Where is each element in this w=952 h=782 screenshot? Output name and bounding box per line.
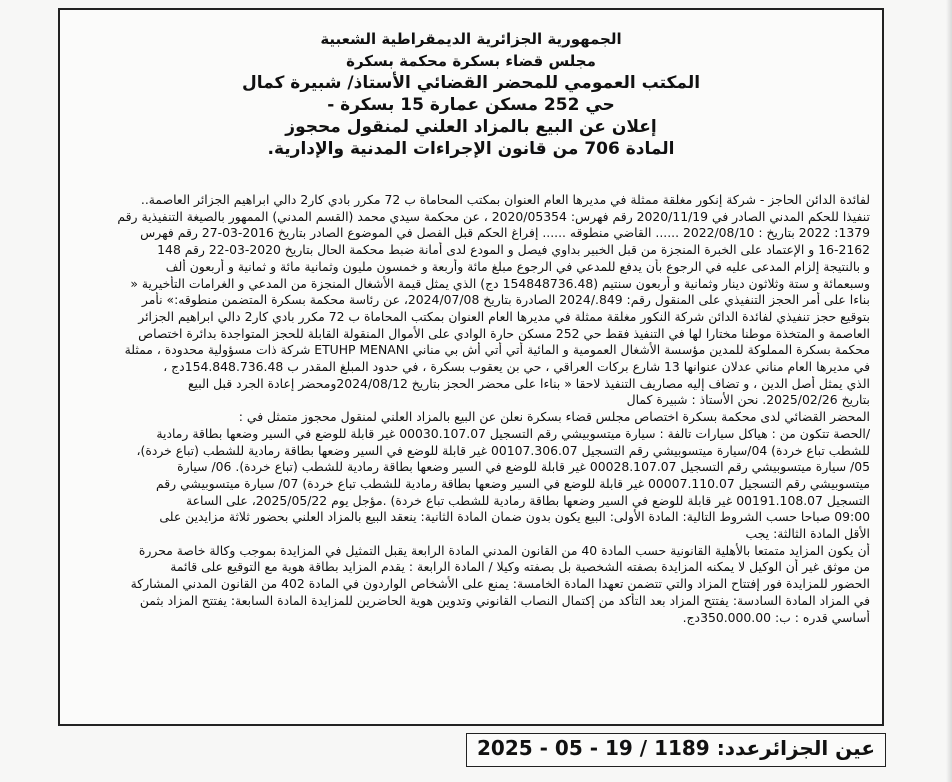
header-line-article: المادة 706 من قانون الإجراءات المدنية والإدارية. [267,139,675,159]
body-line: 1379: 2022 بتاريخ : 2022/08/10 ...... القاضي منطوقه ...... إفراغ الحكم قبل الفصل في الموضوع الصادر بتاريخ 2016-03-27 رقم فهرس [140,225,870,241]
body-line: بتوقيع حجز تنفيذي لفائدة الدائن شركة النكور مغلقة ممثلة في مديرها العام العنوان بمكتب المحاماة ب 72 مكرر بادي كار2 دالي ابراهيم الجزائر [138,308,870,324]
body-line: أساسي قدره : ب: 350.000.00دج. [682,609,870,625]
body-line: لفائدة الدائن الحاجز - شركة إنكور مغلقة ممثلة في مديرها العام العنوان بمكتب المحاماة ب 72 مكرر بادي كار2 دالي ابراهيم الجزائر العاصمة.. [140,192,870,207]
publication-reference: عين الجزائرعدد: 1189 / 19 - 05 - 2025 [466,733,886,767]
scan-edge [946,0,952,782]
body-line: من موثق غير أن الوكيل لا يمكنه المزايدة بصفته الشخصية بل بصفته وكيلا / المادة الرابعة : يقدم المزايد بطاقة هوية مع التوقيع على قائمة [170,559,870,575]
body-line: وسبعمائة و ستة وثلاثون دينار وثمانية و أربعون سنتيم (154848736.48 دج) الذي يمثل قيمة الأشغال المنجزة من المدعي و الغرامات التأخيرية « [130,275,870,291]
auction-notice [58,8,884,726]
body-line: في مديرها العام مناني عدلان عنوانها 13 شارع بركات العراقي ، حي بن يعقوب بسكرة ، في حدود المبلغ المقدر ب 154.848.736.48دج ، [163,359,870,375]
body-line: المحضر القضائي لدى محكمة بسكرة اختصاص مجلس قضاء بسكرة نعلن عن البيع بالمزاد العلني لمنقول محجوز متمثل في : [238,409,870,425]
body-line: و بالنتيجة إلزام المدعى عليه في الرجوع بأن يدفع للمدعي في الرجوع مبلغ مائة وأربعة و خمسون مليون وثمانية مائة و ثمانية و أربعون ألف [165,258,870,274]
header-line-title: إعلان عن البيع بالمزاد العلني لمنقول محجوز [285,117,657,137]
body-line: 05/ سيارة ميتسوبيشي رقم التسجيل 00028.107.07 غير قابلة للوضع في السير وضعها بطاقة رمادية للشطب (تباع خردة). 06/ سيارة [177,459,870,475]
body-line: ميتسوبيشي رقم التسجيل 00007.110.07 غير قابلة للوضع في السير وضعها بطاقة رمادية للشطب تباع خردة) 07/ سيارة ميتسوبيشي رقم [156,475,870,491]
body-line: أن يكون المزايد متمتعا بالأهلية القانونية حسب المادة 40 من القانون المدني المادة الرابعة يقبل التمثيل في المزايدة بموجب وكالة خاصة محررة [138,542,870,558]
header-line-office: المكتب العمومي للمحضر القضائي الأستاذ/ شبيرة كمال [241,73,701,93]
body-line: في المزاد المادة السادسة: يفتتح المزاد بعد التأكد من إكتمال النصاب القانوني وتدوين هوية الحاضرين للمزايدة المادة السابعة: يفتتح المزاد بثمن [139,592,870,608]
body-line: بتاريخ 2025/02/26. نحن الأستاذ : شبيرة كمال [626,392,870,408]
body-line: تنفيذا للحكم المدني الصادر في 2020/11/19 رقم فهرس: 2020/05354 ، عن محكمة سيدي محمد (القسم المدني) الممهور بالصيغة التنفيذية رقم [117,208,870,224]
notice-body [72,192,870,626]
body-line: التسجيل 00191.108.07 غير قابلة للوضع في السير وضعها بطاقة رمادية للشطب تباع خردة) .مؤجل يوم 2025/05/22، على الساعة [185,492,870,508]
body-line: للشطب تباع خردة) 04/سيارة ميتسوبيشي رقم التسجيل 00107.306.07 غير قابلة للوضع في السير وضعها بطاقة رمادية للشطب (تباع خردة)، [136,442,870,458]
header-line-address: حي 252 مسكن عمارة 15 بسكرة - [327,95,615,115]
body-line: محكمة بسكرة المملوكة للمدين مؤسسة الأشغال العمومية و المائية أتي أتي أش بي مناني ETUHP MENANI شركة ذات مسؤولية محدودة ، ممثلة [124,342,870,358]
header-line-court: مجلس قضاء بسكرة محكمة بسكرة [346,52,596,70]
body-line: الحضور للمزايدة فور إفتتاح المزاد والتي تتضمن تعهدا المادة الخامسة: يمنع على الأشخاص الواردون في المادة 402 من القانون المدني المشاركة [130,576,870,592]
body-line: بناءا على أمر الحجز التنفيذي على المنقول رقم: 849./2024 الصادرة بتاريخ 2024/07/08، عن رئاسة محكمة بسكرة المتضمن منطوقه:» نأمر [141,292,870,308]
body-line: الأقل المادة الثالثة: يجب [745,526,870,542]
body-line: /الحصة تتكون من : هياكل سيارات تالفة : سيارة ميتسوبيشي رقم التسجيل 00030.107.07 غير قابلة للوضع في السير وضعها بطاقة رمادية [156,425,870,441]
header-line-country: الجمهورية الجزائرية الديمقراطية الشعبية [320,30,622,48]
body-line: الذي يمثل أصل الدين ، و تضاف إليه مصاريف التنفيذ لاحقا « بناءا على محضر الحجز بتاريخ 2024/08/12ومحضر إعادة الجرد قبل البيع [187,375,870,391]
body-line: 16-2162 و الإعتماد على الخبرة المنجزة من قبل الخبير بداوي فيصل و المودع لدى أمانة ضبط محكمة الحال بتاريخ 2020-03-22 رقم 148 [157,242,870,258]
notice-header [60,28,882,160]
body-line: 09:00 صباحا حسب الشروط التالية: المادة الأولى: البيع يكون بدون ضمان المادة الثانية: ينعقد البيع بالمزاد العلني بحضور ثلاثة مزايدين على [159,509,870,525]
body-line: العاصمة و المتخذة موطنا مختارا لها في التنفيذ فقط حي 252 مسكن حارة الوادي على الأموال المنقولة القابلة للحجز المتواجدة بدائرة اختصاص [138,325,870,341]
